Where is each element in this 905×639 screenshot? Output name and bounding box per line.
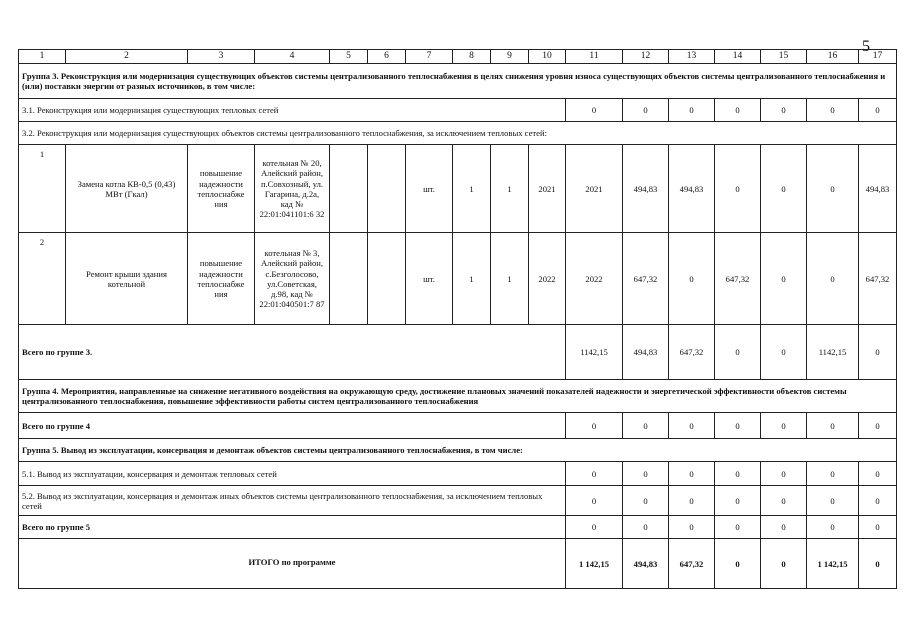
item-location: котельная № 3, Алейский район, с.Безголосово, ул.Советская, д.98, кад № 22:01:040501:7 87 (255, 233, 330, 325)
col-header: 13 (669, 50, 715, 64)
value-cell: 0 (807, 413, 859, 439)
value-cell: 0 (623, 516, 669, 539)
value-cell: 0 (761, 325, 807, 380)
value-cell: 647,32 (623, 233, 669, 325)
group-3-total-row (19, 325, 897, 380)
value-cell: 1 142,15 (807, 539, 859, 589)
item-start-year: 2021 (529, 145, 566, 233)
value-cell: 0 (669, 99, 715, 122)
item-purpose: повышение надежности теплоснабже ния (188, 233, 255, 325)
group-5-title: Группа 5. Вывод из эксплуатации, консервация и демонтаж объектов системы централизованного теплоснабжения, в том числе: (19, 439, 897, 462)
table-row (19, 145, 897, 233)
value-cell: 0 (715, 516, 761, 539)
group-4-total-row (19, 413, 897, 439)
item-cell (330, 145, 368, 233)
item-cell (368, 233, 406, 325)
value-cell: 494,83 (623, 539, 669, 589)
value-cell: 1 142,15 (566, 539, 623, 589)
value-cell: 1142,15 (566, 325, 623, 380)
item-cell: 1 (491, 233, 529, 325)
col-header: 6 (368, 50, 406, 64)
group-3-title: Группа 3. Реконструкция или модернизация существующих объектов системы централизованного теплоснабжения в целях снижения уровня износа существующих объектов системы централизованного теплоснабжения и (или) поставки энергии от разных источников, в том числе: (19, 64, 897, 99)
grand-total-row (19, 539, 897, 589)
value-cell: 0 (623, 486, 669, 516)
subgroup-5-2-row (19, 486, 897, 516)
value-cell: 647,32 (859, 233, 897, 325)
item-start-year: 2022 (529, 233, 566, 325)
col-header: 15 (761, 50, 807, 64)
col-header: 12 (623, 50, 669, 64)
value-cell: 0 (715, 486, 761, 516)
col-header: 1 (19, 50, 66, 64)
investment-program-table (18, 49, 897, 589)
value-cell: 0 (566, 99, 623, 122)
page-number: 5 (862, 38, 870, 55)
value-cell: 0 (761, 99, 807, 122)
item-location: котельная № 20, Алейский район, п.Совхозный, ул. Гагарина, д.2а, кад № 22:01:041101:6 32 (255, 145, 330, 233)
value-cell: 0 (669, 462, 715, 486)
value-cell: 494,83 (669, 145, 715, 233)
value-cell: 0 (715, 462, 761, 486)
group-4-total-label: Всего по группе 4 (19, 413, 566, 439)
col-header: 4 (255, 50, 330, 64)
value-cell: 0 (623, 99, 669, 122)
subgroup-5-2-label: 5.2. Вывод из эксплуатации, консервация и демонтаж иных объектов системы централизованного теплоснабжения, за исключением тепловых сетей (19, 486, 566, 516)
value-cell: 0 (715, 413, 761, 439)
value-cell: 0 (715, 325, 761, 380)
col-header: 8 (453, 50, 491, 64)
value-cell: 0 (669, 413, 715, 439)
col-header: 3 (188, 50, 255, 64)
group-3-total-label: Всего по группе 3. (19, 325, 566, 380)
value-cell: 0 (669, 233, 715, 325)
subgroup-3-1-label: 3.1. Реконструкция или модернизация существующих тепловых сетей (19, 99, 566, 122)
subgroup-3-1-row (19, 99, 897, 122)
col-header: 10 (529, 50, 566, 64)
value-cell: 0 (807, 486, 859, 516)
value-cell: 0 (761, 462, 807, 486)
item-end-year: 2022 (566, 233, 623, 325)
value-cell: 0 (807, 99, 859, 122)
value-cell: 0 (761, 539, 807, 589)
group-5-header-row (19, 439, 897, 462)
item-cell: 1 (453, 145, 491, 233)
value-cell: 494,83 (623, 145, 669, 233)
value-cell: 0 (807, 462, 859, 486)
value-cell: 0 (715, 145, 761, 233)
item-number: 1 (19, 145, 66, 233)
value-cell: 0 (566, 462, 623, 486)
item-number: 2 (19, 233, 66, 325)
col-header: 16 (807, 50, 859, 64)
item-cell (330, 233, 368, 325)
value-cell: 1142,15 (807, 325, 859, 380)
col-header: 14 (715, 50, 761, 64)
item-unit: шт. (406, 145, 453, 233)
item-name: Ремонт крыши здания котельной (66, 233, 188, 325)
value-cell: 0 (566, 413, 623, 439)
value-cell: 494,83 (859, 145, 897, 233)
col-header: 7 (406, 50, 453, 64)
value-cell: 647,32 (669, 539, 715, 589)
value-cell: 0 (669, 516, 715, 539)
value-cell: 0 (807, 145, 859, 233)
col-header: 2 (66, 50, 188, 64)
subgroup-3-2-label: 3.2. Реконструкция или модернизация существующих объектов системы централизованного теплоснабжения, за исключением тепловых сетей: (19, 122, 897, 145)
value-cell: 0 (715, 539, 761, 589)
grand-total-label: ИТОГО по программе (19, 539, 566, 589)
value-cell: 0 (859, 99, 897, 122)
col-header: 5 (330, 50, 368, 64)
value-cell: 0 (715, 99, 761, 122)
item-cell (368, 145, 406, 233)
value-cell: 0 (566, 486, 623, 516)
value-cell: 0 (859, 486, 897, 516)
value-cell: 0 (859, 325, 897, 380)
value-cell: 0 (859, 539, 897, 589)
value-cell: 0 (859, 413, 897, 439)
col-header: 9 (491, 50, 529, 64)
value-cell: 0 (859, 462, 897, 486)
value-cell: 0 (761, 516, 807, 539)
subgroup-5-1-label: 5.1. Вывод из эксплуатации, консервация и демонтаж тепловых сетей (19, 462, 566, 486)
value-cell: 0 (566, 516, 623, 539)
value-cell: 0 (669, 486, 715, 516)
value-cell: 494,83 (623, 325, 669, 380)
value-cell: 647,32 (715, 233, 761, 325)
item-name: Замена котла КВ-0,5 (0,43) МВт (Гкал) (66, 145, 188, 233)
value-cell: 0 (807, 233, 859, 325)
value-cell: 0 (623, 462, 669, 486)
item-cell: 1 (491, 145, 529, 233)
column-number-row (19, 50, 897, 64)
value-cell: 0 (761, 413, 807, 439)
value-cell: 647,32 (669, 325, 715, 380)
subgroup-5-1-row (19, 462, 897, 486)
subgroup-3-2-row (19, 122, 897, 145)
value-cell: 0 (623, 413, 669, 439)
col-header: 11 (566, 50, 623, 64)
group-4-title: Группа 4. Мероприятия, направленные на снижение негативного воздействия на окружающую среду, достижение плановых значений показателей надежности и энергетической эффективности объектов системы централизованного теплоснабжения, повышение эффективности работы систем централизованного теплоснабжения (19, 380, 897, 413)
group-4-header-row (19, 380, 897, 413)
table-row (19, 233, 897, 325)
value-cell: 0 (761, 486, 807, 516)
group-3-header-row (19, 64, 897, 99)
item-end-year: 2021 (566, 145, 623, 233)
item-cell: 1 (453, 233, 491, 325)
value-cell: 0 (859, 516, 897, 539)
value-cell: 0 (761, 145, 807, 233)
col-header: 17 (859, 50, 897, 64)
value-cell: 0 (761, 233, 807, 325)
item-unit: шт. (406, 233, 453, 325)
value-cell: 0 (807, 516, 859, 539)
group-5-total-row (19, 516, 897, 539)
group-5-total-label: Всего по группе 5 (19, 516, 566, 539)
item-purpose: повышение надежности теплоснабже ния (188, 145, 255, 233)
